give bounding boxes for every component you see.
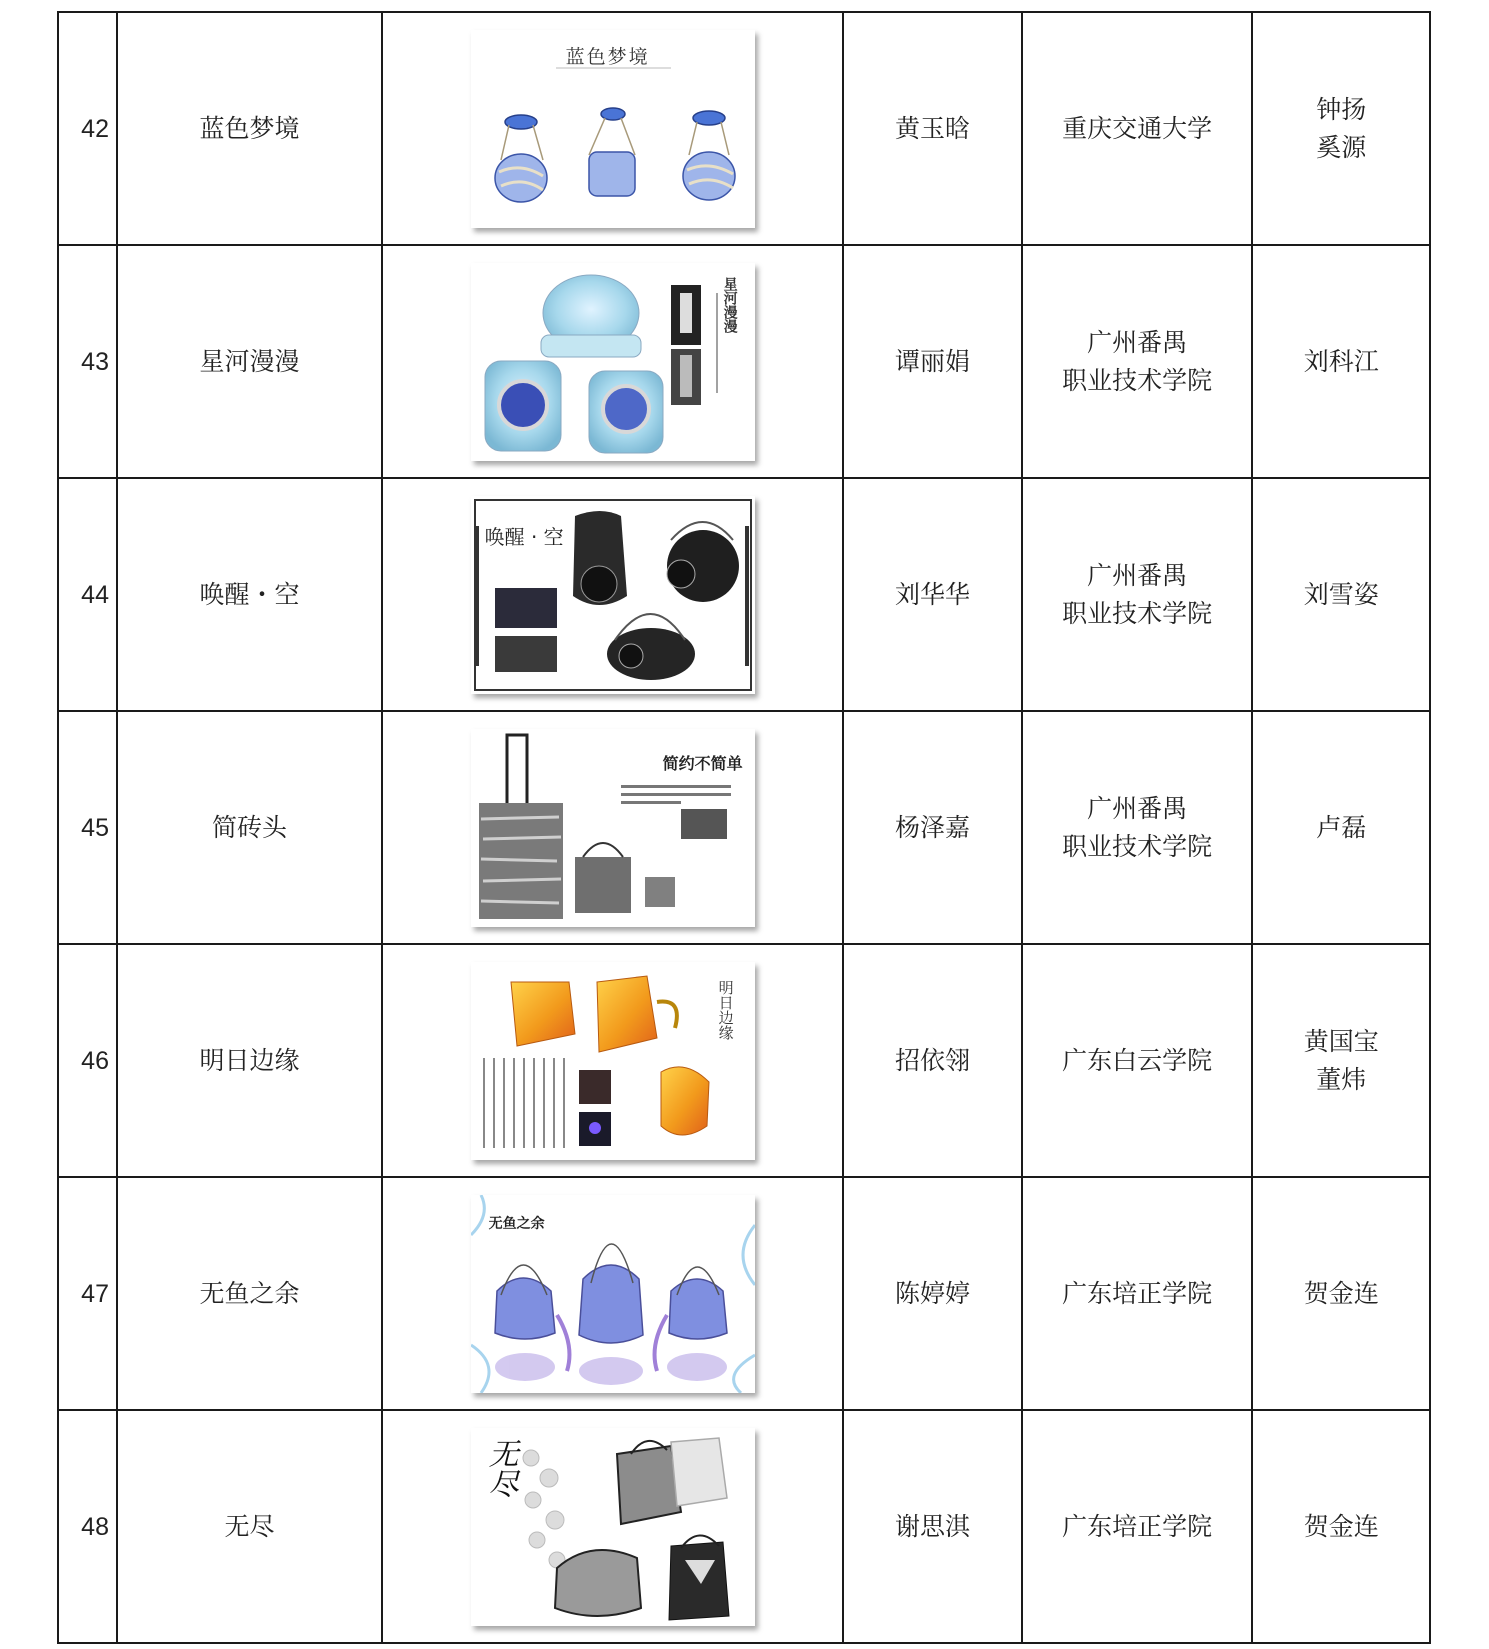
entry-author: 谢思淇 [843,1410,1022,1643]
thumbnail-title: 蓝色梦境 [565,45,650,68]
entry-thumbnail-cell [382,478,843,711]
entry-author: 谭丽娟 [843,245,1022,478]
entry-number: 48 [58,1410,117,1643]
table-row [58,1410,1430,1643]
entry-thumbnail [471,1428,755,1626]
thumbnail-title: 星河漫漫 [721,276,738,333]
entry-advisor: 刘科江 [1252,245,1430,478]
table-row [58,245,1430,478]
entry-title: 无尽 [117,1410,382,1643]
thumbnail-title: 简约不简单 [662,753,743,773]
entry-thumbnail [471,263,755,461]
entry-advisor: 黄国宝 董炜 [1252,944,1430,1177]
entry-advisor: 刘雪姿 [1252,478,1430,711]
entry-author: 陈婷婷 [843,1177,1022,1410]
entry-thumbnail-cell [382,711,843,944]
entry-title: 蓝色梦境 [117,12,382,245]
thumbnail-title: 明日边缘 [716,979,735,1040]
thumbnail-title: 无尽 [482,1437,518,1498]
entry-advisor: 贺金连 [1252,1410,1430,1643]
entry-thumbnail-cell [382,944,843,1177]
entry-number: 42 [58,12,117,245]
entry-school: 广州番禺 职业技术学院 [1022,245,1253,478]
thumbnail-title: 唤醒 · 空 [484,524,564,549]
entry-number: 45 [58,711,117,944]
entry-title: 无鱼之余 [117,1177,382,1410]
entry-number: 47 [58,1177,117,1410]
entry-title: 明日边缘 [117,944,382,1177]
entry-advisor: 贺金连 [1252,1177,1430,1410]
entry-number: 43 [58,245,117,478]
entry-thumbnail [471,729,755,927]
table-row [58,1177,1430,1410]
entries-table [57,11,1431,1644]
entry-title: 星河漫漫 [117,245,382,478]
entry-thumbnail-cell [382,1410,843,1643]
entry-author: 招依翎 [843,944,1022,1177]
entry-school: 广州番禺 职业技术学院 [1022,478,1253,711]
entry-school: 广东培正学院 [1022,1410,1253,1643]
entry-thumbnail [471,962,755,1160]
entry-author: 杨泽嘉 [843,711,1022,944]
entry-advisor: 卢磊 [1252,711,1430,944]
entry-number: 44 [58,478,117,711]
entry-title: 简砖头 [117,711,382,944]
entry-thumbnail-cell [382,1177,843,1410]
table-row [58,478,1430,711]
entry-thumbnail [471,30,755,228]
entry-thumbnail [471,1195,755,1393]
thumbnail-title: 无鱼之余 [488,1215,545,1232]
entry-school: 重庆交通大学 [1022,12,1253,245]
entry-school: 广州番禺 职业技术学院 [1022,711,1253,944]
table-row [58,12,1430,245]
entry-title: 唤醒・空 [117,478,382,711]
entry-thumbnail-cell [382,12,843,245]
entry-number: 46 [58,944,117,1177]
entry-thumbnail-cell [382,245,843,478]
table-row [58,944,1430,1177]
table-row [58,711,1430,944]
entry-thumbnail [471,496,755,694]
entry-school: 广东白云学院 [1022,944,1253,1177]
entry-advisor: 钟扬 奚源 [1252,12,1430,245]
entry-school: 广东培正学院 [1022,1177,1253,1410]
entry-author: 刘华华 [843,478,1022,711]
entry-author: 黄玉晗 [843,12,1022,245]
